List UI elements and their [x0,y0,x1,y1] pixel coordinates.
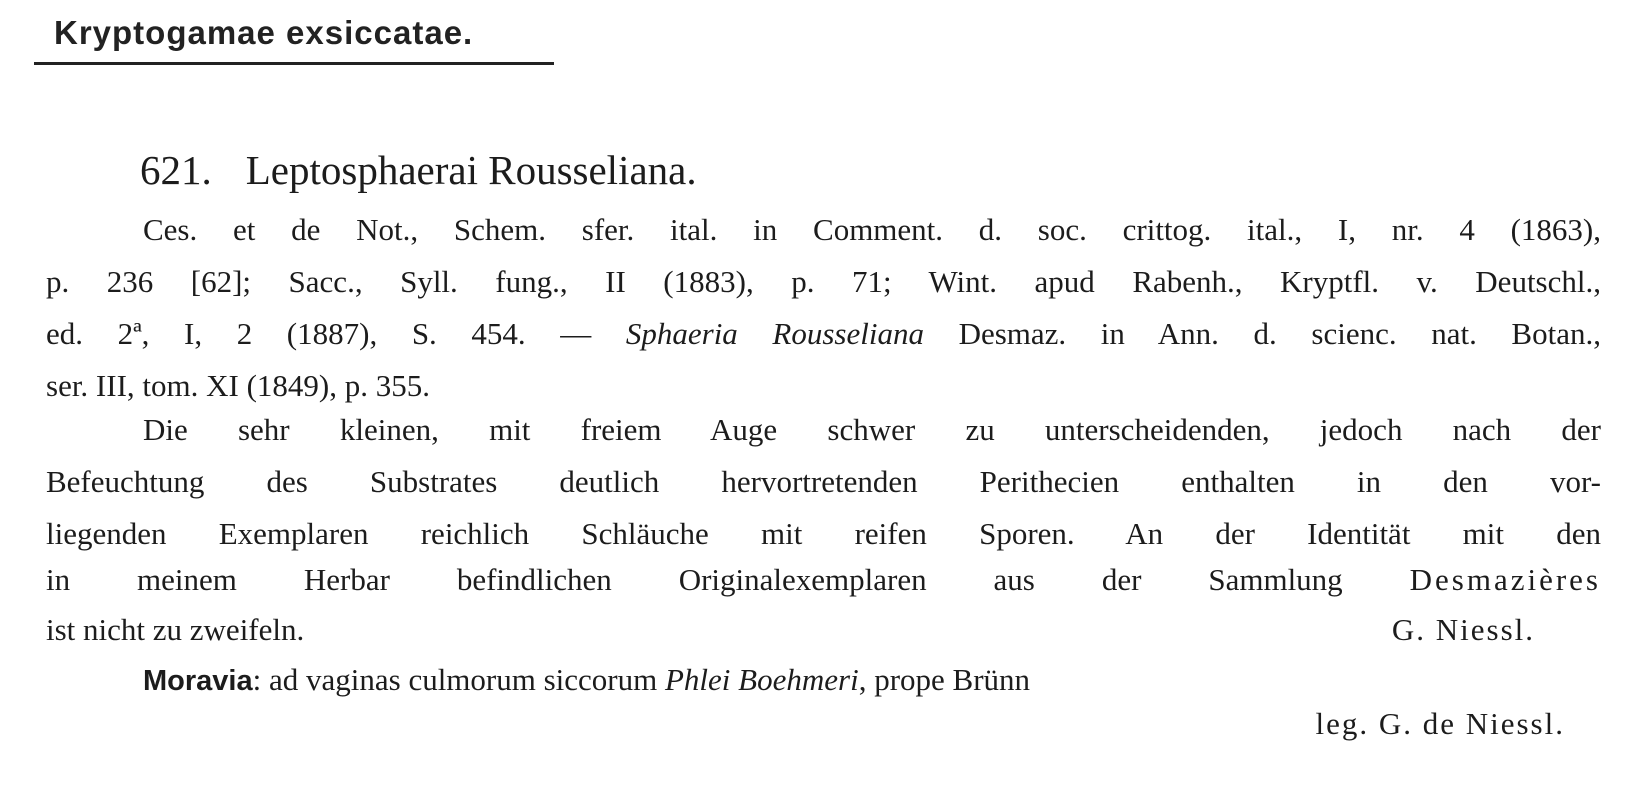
entry-heading [140,146,697,194]
citation-line-1: Ces. et de Not., Schem. sfer. ital. in Comment. d. soc. crittog. ital., I, nr. 4 (1863), [143,212,1601,247]
citation-line-4: ser. III, tom. XI (1849), p. 355. [46,368,430,403]
locality-line [143,663,1601,698]
citation-line-3 [46,317,1601,351]
collector-name-spaced: Desmazières [1409,562,1601,597]
host-plant: Phlei Boehmeri [665,662,859,697]
description-line-2: Befeuchtung des Substrates deutlich hervortretenden Perithecien enthalten in den vor- [46,464,1601,499]
locality-label: Moravia [143,665,253,697]
citation-synonym: Sphaeria Rousseliana [625,316,924,351]
description-line-4 [46,563,1601,597]
description-line-3: liegenden Exemplaren reichlich Schläuche mit reifen Sporen. An der Identität mit den [46,516,1601,551]
description-line-5-text: ist nicht zu zweifeln. [46,612,305,647]
locality-colon: : [252,662,262,697]
description-line-1: Die sehr kleinen, mit freiem Auge schwer zu unterscheidenden, jedoch nach der [143,412,1601,447]
series-title: Kryptogamae exsiccatae. [54,14,474,51]
citation-line-3-part-b: Desmaz. in Ann. d. scienc. nat. Botan., [923,316,1601,351]
locality-text-b: , prope Brünn [858,662,1031,697]
citation-line-2: p. 236 [62]; Sacc., Syll. fung., II (1883), p. 71; Wint. apud Rabenh., Kryptfl. v. Deutschl., [46,264,1601,299]
entry-number: 621. [140,147,212,193]
description-line-4-part-a: in meinem Herbar befindlichen Originalexemplaren aus der Sammlung [46,562,1410,597]
species-name: Leptosphaerai Rousseliana. [245,147,697,193]
header-underline [34,62,554,65]
description-line-5 [46,613,1601,647]
citation-line-3-part-a: ed. 2ª, I, 2 (1887), S. 454. — [46,316,626,351]
collector-line: leg. G. de Niessl. [1315,706,1565,741]
signature: G. Niessl. [1391,612,1535,647]
locality-text-a: ad vaginas culmorum siccorum [261,662,665,697]
